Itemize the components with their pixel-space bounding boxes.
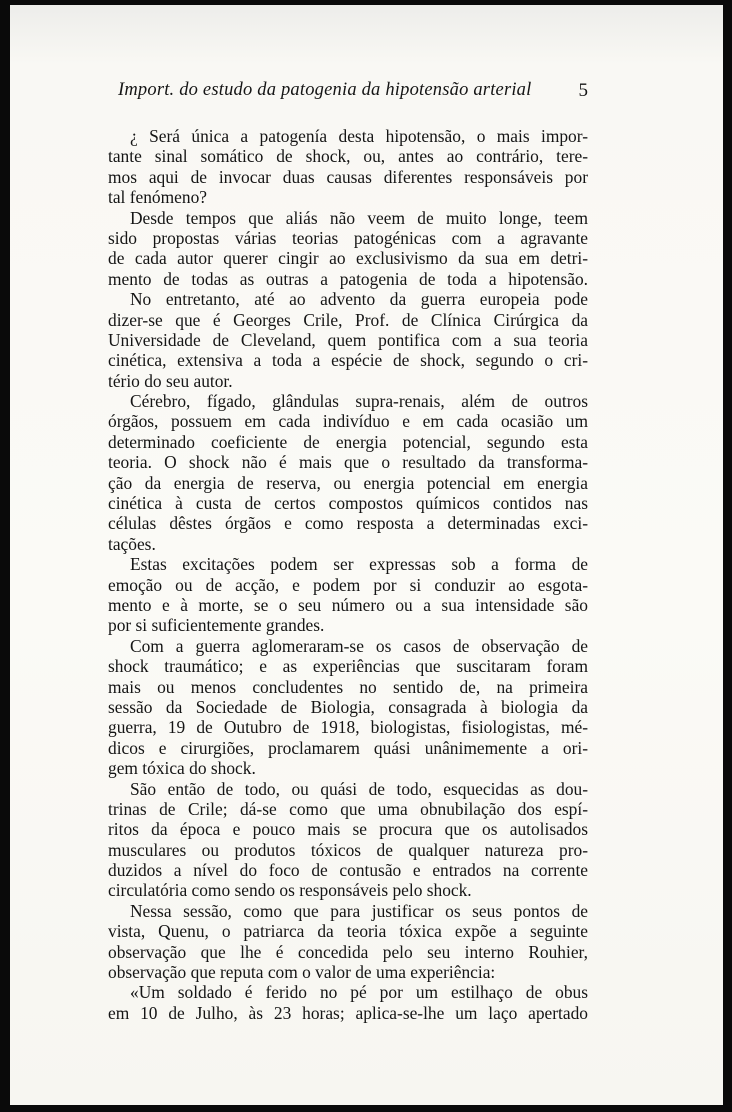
text-line: observação que lhe é concedida pelo seu interno Rouhier, — [108, 941, 588, 962]
text-line: observação que reputa com o valor de uma experiência: — [108, 962, 496, 983]
text-line: determinado coeficiente de energia potencial, segundo esta — [108, 431, 588, 452]
page-header — [118, 77, 588, 107]
text-line: circulatória como sendo os responsáveis pelo shock. — [108, 880, 472, 901]
text-line: cinética à custa de certos compostos químicos contidos nas — [108, 493, 588, 514]
text-line: Nessa sessão, como que para justificar os seus pontos de — [130, 900, 588, 921]
text-line: emoção ou de acção, e podem por si conduzir ao esgota- — [108, 574, 588, 595]
text-line: dizer-se que é Georges Crile, Prof. de Clínica Cirúrgica da — [108, 309, 588, 330]
text-line: tal fenómeno? — [108, 187, 207, 208]
text-line: mento e à morte, se o seu número ou a sua intensidade são — [108, 594, 588, 615]
text-line: duzidos a nível do foco de contusão e entrados na corrente — [108, 860, 588, 881]
text-line: Desde tempos que aliás não veem de muito longe, teem — [130, 207, 588, 228]
text-line: mos aqui de invocar duas causas diferentes responsáveis por — [108, 166, 588, 187]
text-line: tério do seu autor. — [108, 370, 233, 391]
text-line: de cada autor querer cingir ao exclusivismo da sua em detri- — [108, 248, 588, 269]
text-line: sido propostas várias teorias patogénicas com a agravante — [108, 227, 588, 248]
text-line: Com a guerra aglomeraram-se os casos de observação de — [130, 635, 588, 656]
text-line: No entretanto, até ao advento da guerra europeia pode — [130, 289, 588, 310]
text-line: mento de todas as outras a patogenia de toda a hipotensão. — [108, 268, 588, 289]
text-line: shock traumático; e as experiências que suscitaram foram — [108, 656, 588, 677]
text-line: em 10 de Julho, às 23 horas; aplica-se-lhe um laço apertado — [108, 1002, 588, 1023]
text-line: tante sinal somático de shock, ou, antes ao contrário, tere- — [108, 146, 588, 167]
text-line: ção da energia de reserva, ou energia potencial em energia — [108, 472, 588, 493]
book-page — [10, 5, 723, 1105]
text-line: teoria. O shock não é mais que o resultado da transforma- — [108, 452, 588, 473]
text-line: ¿ Será única a patogenía desta hipotensão, o mais impor- — [130, 126, 588, 146]
text-line: ritos da época e pouco mais se procura que os autolisados — [108, 819, 588, 840]
text-line: por si suficientemente grandes. — [108, 615, 325, 636]
text-line: mais ou menos concludentes no sentido de, na primeira — [108, 676, 588, 697]
text-line: vista, Quenu, o patriarca da teoria tóxica expõe a seguinte — [108, 921, 588, 942]
text-line: trinas de Crile; dá-se como que uma obnubilação dos espí- — [108, 798, 588, 819]
text-line: São então de todo, ou quási de todo, esquecidas as dou- — [130, 778, 588, 799]
text-line: dicos e cirurgiões, proclamarem quási unânimemente a ori- — [108, 737, 588, 758]
text-line: células dêstes órgãos e como resposta a determinadas exci- — [108, 513, 588, 534]
text-line: Cérebro, fígado, glândulas supra-renais, além de outros — [130, 391, 588, 412]
text-line: guerra, 19 de Outubro de 1918, biologistas, fisiologistas, mé- — [108, 717, 588, 738]
body-text — [108, 126, 588, 1023]
text-line: cinética, extensiva a toda a espécie de shock, segundo o cri- — [108, 350, 588, 371]
text-line: gem tóxica do shock. — [108, 758, 256, 779]
text-line: sessão da Sociedade de Biologia, consagrada à biologia da — [108, 696, 588, 717]
text-line: Estas excitações podem ser expressas sob a forma de — [130, 554, 588, 575]
page-number: 5 — [578, 80, 588, 101]
text-line: tações. — [108, 533, 156, 554]
text-line: musculares ou produtos tóxicos de qualquer natureza pro- — [108, 839, 588, 860]
text-line: órgãos, possuem em cada indivíduo e em cada ocasião um — [108, 411, 588, 432]
text-line: «Um soldado é ferido no pé por um estilhaço de obus — [130, 982, 588, 1003]
text-line: Universidade de Cleveland, quem pontifica com a sua teoria — [108, 329, 588, 350]
running-title: Import. do estudo da patogenia da hipotensão arterial — [118, 80, 532, 100]
